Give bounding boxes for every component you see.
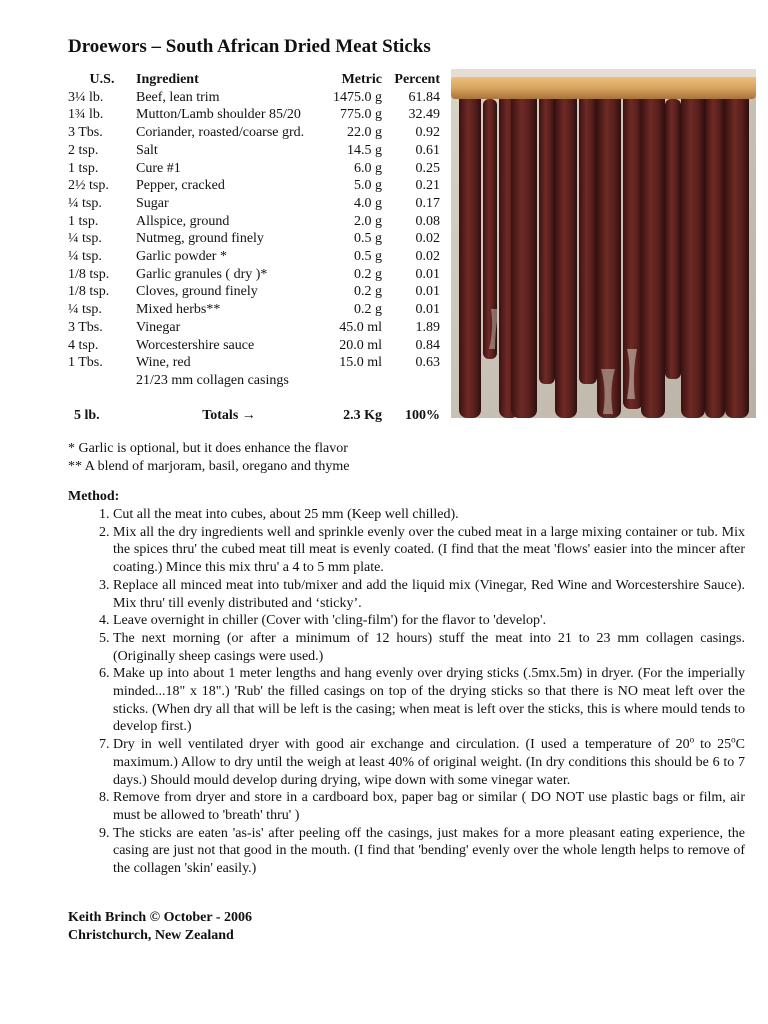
cell-percent: 0.84 xyxy=(415,337,440,353)
cell-ingredient: Cloves, ground finely xyxy=(136,284,258,300)
cell-us: 1 Tbs. xyxy=(68,355,103,371)
cell-us: ¼ tsp. xyxy=(68,302,102,318)
degree-mark: o xyxy=(689,734,695,745)
cell-percent: 0.01 xyxy=(415,266,440,282)
cell-percent: 0.02 xyxy=(415,249,440,265)
cell-metric: 22.0 g xyxy=(347,125,382,141)
totals-metric: 2.3 Kg xyxy=(343,407,382,423)
method-steps xyxy=(68,506,745,878)
drying-stick xyxy=(451,77,756,99)
table-row xyxy=(68,301,444,319)
header-percent: Percent xyxy=(394,72,440,87)
cell-ingredient: Coriander, roasted/coarse grd. xyxy=(136,125,305,141)
cell-percent: 0.92 xyxy=(415,125,440,141)
cell-ingredient: Salt xyxy=(136,142,158,158)
cell-us: 1 tsp. xyxy=(68,160,99,176)
table-row xyxy=(68,177,444,195)
method-step: 4. Leave overnight in chiller (Cover with 'cling-film') for the flavor to 'develop'. xyxy=(113,612,745,630)
cell-metric: 45.0 ml xyxy=(339,319,382,335)
cell-percent: 0.21 xyxy=(415,178,440,194)
cell-us: 1/8 tsp. xyxy=(68,266,110,282)
cell-us: 2½ tsp. xyxy=(68,178,109,194)
ingredients-table xyxy=(68,71,444,424)
totals-row xyxy=(68,407,444,425)
cell-metric: 775.0 g xyxy=(340,107,382,123)
step-text: C maximum.) Allow to dry until the weigh at least 40% of original weight. (In dry conditions this should be 6 to 7 days.) Should mould develop during drying, wipe down with some vinegar water. xyxy=(113,737,745,788)
cell-percent: 0.63 xyxy=(415,355,440,371)
table-row xyxy=(68,230,444,248)
cell-metric xyxy=(322,372,382,390)
cell-percent: 0.17 xyxy=(415,195,440,211)
cell-us: ¼ tsp. xyxy=(68,249,102,265)
header-us: U.S. xyxy=(89,72,115,87)
table-row xyxy=(68,337,444,355)
sausage-group xyxy=(459,79,749,418)
table-row xyxy=(68,195,444,213)
cell-metric: 2.0 g xyxy=(354,213,382,229)
cell-us: 1 tsp. xyxy=(68,213,99,229)
table-row xyxy=(68,354,444,372)
cell-ingredient: Mutton/Lamb shoulder 85/20 xyxy=(136,107,301,123)
cell-metric: 0.2 g xyxy=(354,284,382,300)
cell-ingredient: Allspice, ground xyxy=(136,213,230,229)
cell-ingredient: Wine, red xyxy=(136,355,191,371)
table-row xyxy=(68,106,444,124)
cell-us: 1¾ lb. xyxy=(68,107,104,123)
table-row xyxy=(68,213,444,231)
cell-ingredient: Cure #1 xyxy=(136,160,181,176)
hanging-sausages-image xyxy=(451,69,756,418)
cell-ingredient: Vinegar xyxy=(136,319,181,335)
cell-us: 3 Tbs. xyxy=(68,125,103,141)
cell-us xyxy=(68,372,136,390)
header-metric: Metric xyxy=(341,72,382,87)
table-row xyxy=(68,266,444,284)
totals-label-cell xyxy=(136,407,322,425)
cell-metric: 20.0 ml xyxy=(339,337,382,353)
table-row xyxy=(68,248,444,266)
author-block xyxy=(68,909,252,944)
cell-metric: 5.0 g xyxy=(354,178,382,194)
table-spacer xyxy=(68,390,444,407)
table-row xyxy=(68,89,444,107)
footnote-herbs: ** A blend of marjoram, basil, oregano and thyme xyxy=(68,458,350,474)
cell-ingredient: 21/23 mm collagen casings xyxy=(136,372,289,388)
cell-percent: 0.08 xyxy=(415,213,440,229)
footnotes xyxy=(68,440,350,475)
cell-ingredient: Garlic powder * xyxy=(136,249,227,265)
cell-us: ¼ tsp. xyxy=(68,231,102,247)
table-header-row xyxy=(68,71,444,89)
cell-percent: 0.25 xyxy=(415,160,440,176)
cell-metric: 0.5 g xyxy=(354,249,382,265)
cell-us: 1/8 tsp. xyxy=(68,284,110,300)
cell-percent: 0.61 xyxy=(415,142,440,158)
cell-percent: 0.01 xyxy=(415,284,440,300)
droewors-photo xyxy=(451,69,756,418)
cell-percent: 0.01 xyxy=(415,302,440,318)
cell-metric: 0.5 g xyxy=(354,231,382,247)
table-row xyxy=(68,319,444,337)
table-row xyxy=(68,283,444,301)
method-step: 8. Remove from dryer and store in a cardboard box, paper bag or similar ( DO NOT use plastic bags or film, air must be allowed to 'breath' thru' ) xyxy=(113,789,745,824)
ingredients-body xyxy=(68,89,444,425)
author-line: Keith Brinch © October - 2006 xyxy=(68,910,253,925)
step-text: Dry in well ventilated dryer with good air exchange and circulation. (I used a temperature of 20 xyxy=(113,737,690,753)
cell-percent xyxy=(382,372,444,390)
cell-ingredient: Nutmeg, ground finely xyxy=(136,231,264,247)
totals-us: 5 lb. xyxy=(74,407,100,423)
author-location: Christchurch, New Zealand xyxy=(68,927,234,943)
cell-metric: 14.5 g xyxy=(347,142,382,158)
cell-ingredient: Worcestershire sauce xyxy=(136,337,255,353)
totals-label: Totals xyxy=(202,407,239,423)
footnote-garlic: * Garlic is optional, but it does enhance the flavor xyxy=(68,441,348,456)
step-text: to 25 xyxy=(694,737,732,753)
method-heading: Method: xyxy=(68,489,120,504)
cell-metric: 1475.0 g xyxy=(333,89,382,105)
cell-us: 2 tsp. xyxy=(68,142,99,158)
cell-metric: 4.0 g xyxy=(354,195,382,211)
table-row xyxy=(68,124,444,142)
cell-ingredient: Pepper, cracked xyxy=(136,178,225,194)
cell-us: ¼ tsp. xyxy=(68,195,102,211)
cell-us: 3¼ lb. xyxy=(68,89,104,105)
cell-us: 3 Tbs. xyxy=(68,319,103,335)
method-step: 9. The sticks are eaten 'as-is' after peeling off the casings, just makes for a more pleasant eating experience, the casing are just not that good in the mouth. (I find that 'bending' evenly over the whole length helps to remove of the collagen 'skin' easily.) xyxy=(113,825,745,878)
cell-ingredient: Garlic granules ( dry )* xyxy=(136,266,268,282)
cell-ingredient: Mixed herbs** xyxy=(136,302,221,318)
cell-percent: 61.84 xyxy=(408,89,440,105)
cell-percent: 1.89 xyxy=(415,319,440,335)
method-step: 1. Cut all the meat into cubes, about 25 mm (Keep well chilled). xyxy=(113,506,745,524)
cell-percent: 32.49 xyxy=(408,107,440,123)
cell-us: 4 tsp. xyxy=(68,337,99,353)
cell-metric: 15.0 ml xyxy=(339,355,382,371)
document-title: Droewors – South African Dried Meat Sticks xyxy=(68,36,431,57)
cell-percent: 0.02 xyxy=(415,231,440,247)
header-ingredient: Ingredient xyxy=(136,72,199,87)
degree-mark: o xyxy=(731,734,736,745)
cell-ingredient: Sugar xyxy=(136,195,169,211)
table-row xyxy=(68,142,444,160)
method-step: 5. The next morning (or after a minimum of 12 hours) stuff the meat into 21 to 23 mm collagen casings. (Originally sheep casings were used.) xyxy=(113,630,745,665)
method-step xyxy=(113,736,745,789)
cell-metric: 0.2 g xyxy=(354,266,382,282)
method-step: 6. Make up into about 1 meter lengths and hang evenly over drying sticks (.5mx.5m) in dryer. (For the imperially minded...18" x 18".) 'Rub' the filled casings on top of the drying sticks so that there is NO meat left over the sticks. (When dry all that will be left is the casing; when meat is left over the sticks, this is where mould tends to develop first.) xyxy=(113,665,745,736)
totals-percent: 100% xyxy=(405,407,440,423)
table-row xyxy=(68,372,444,390)
arrow-icon: → xyxy=(241,407,256,423)
method-step: 3. Replace all minced meat into tub/mixer and add the liquid mix (Vinegar, Red Wine and Worcestershire Sauce). Mix thru' till evenly distributed and ‘sticky’. xyxy=(113,577,745,612)
cell-metric: 0.2 g xyxy=(354,302,382,318)
method-step: 2. Mix all the dry ingredients well and sprinkle evenly over the cubed meat in a large mixing container or tub. Mix the spices thru' the cubed meat till meat is evenly coated. (I find that the meat 'flows' easier into the mincer after coating.) Mince this mix thru' a 4 to 5 mm plate. xyxy=(113,524,745,577)
table-row xyxy=(68,160,444,178)
cell-metric: 6.0 g xyxy=(354,160,382,176)
cell-ingredient: Beef, lean trim xyxy=(136,89,220,105)
